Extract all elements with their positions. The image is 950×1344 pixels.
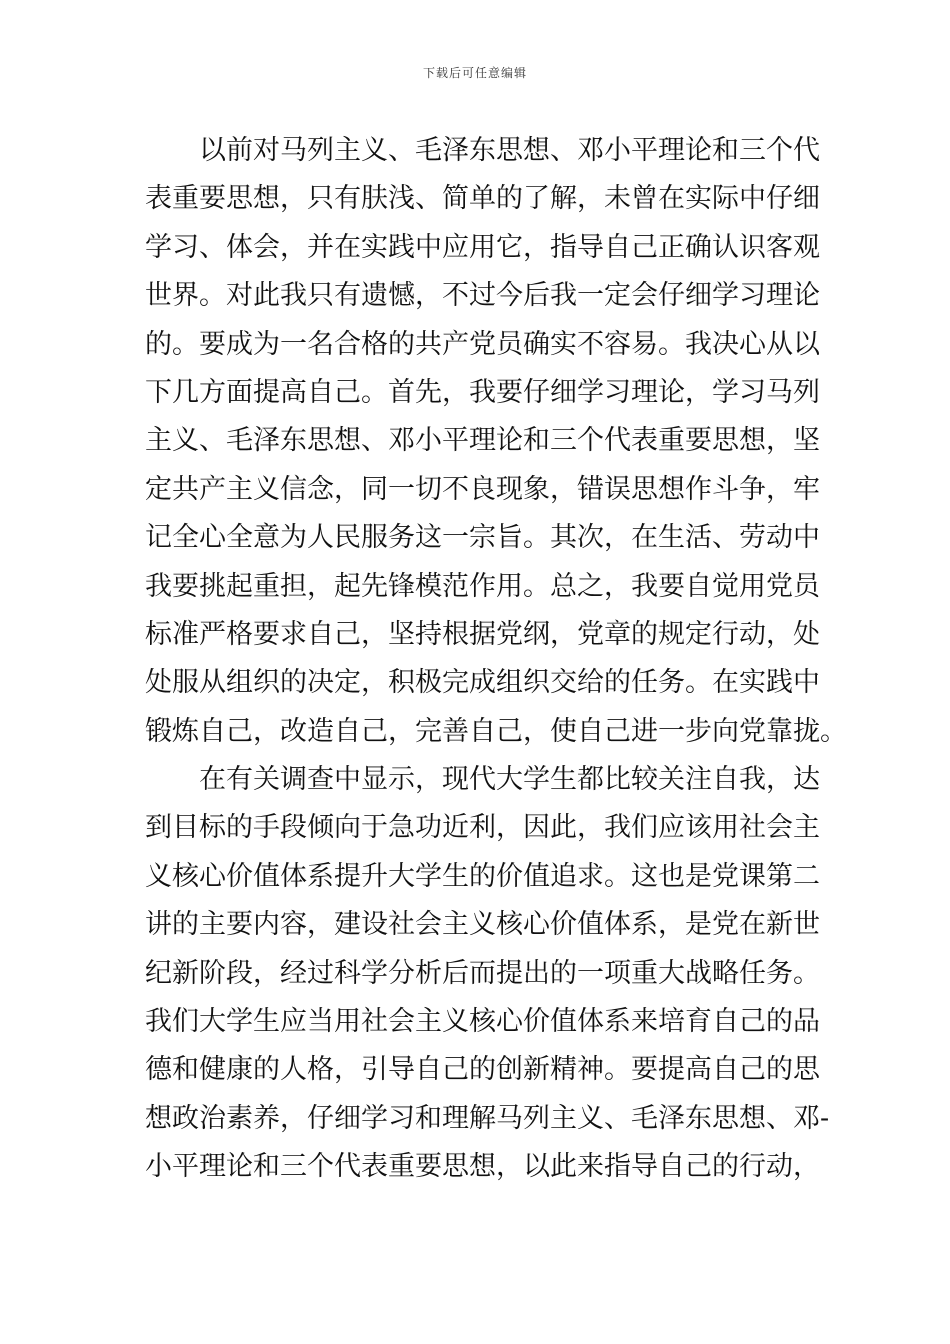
paragraph-2 — [145, 756, 830, 1192]
text-line: 我们大学生应当用社会主义核心价值体系来培育自己的品 — [145, 1006, 820, 1038]
text-line: 义核心价值体系提升大学生的价值追求。这也是党课第二 — [145, 860, 820, 892]
text-line: 标准严格要求自己，坚持根据党纲，党章的规定行动，处 — [145, 618, 820, 650]
text-line: 德和健康的人格，引导自己的创新精神。要提高自己的思 — [145, 1054, 820, 1086]
text-line: 定共产主义信念，同一切不良现象，错误思想作斗争，牢 — [145, 473, 820, 505]
text-line: 小平理论和三个代表重要思想，以此来指导自己的行动， — [145, 1151, 820, 1183]
text-line: 下几方面提高自己。首先，我要仔细学习理论，学习马列 — [145, 376, 820, 408]
text-line: 学习、体会，并在实践中应用它，指导自己正确认识客观 — [145, 231, 820, 263]
text-line: 在有关调查中显示，现代大学生都比较关注自我，达 — [199, 764, 820, 796]
text-line: 记全心全意为人民服务这一宗旨。其次，在生活、劳动中 — [145, 522, 820, 554]
text-line: 处服从组织的决定，积极完成组织交给的任务。在实践中 — [145, 667, 820, 699]
text-line: 纪新阶段，经过科学分析后而提出的一项重大战略任务。 — [145, 957, 820, 989]
text-line: 世界。对此我只有遗憾，不过今后我一定会仔细学习理论 — [145, 280, 820, 312]
page-header: 下载后可任意编辑 — [422, 66, 527, 80]
text-line: 想政治素养，仔细学习和理解马列主义、毛泽东思想、邓- — [145, 1102, 830, 1134]
text-line: 我要挑起重担，起先锋模范作用。总之，我要自觉用党员 — [145, 570, 820, 602]
text-line: 的。要成为一名合格的共产党员确实不容易。我决心从以 — [145, 328, 820, 360]
text-line: 主义、毛泽东思想、邓小平理论和三个代表重要思想，坚 — [145, 425, 820, 457]
text-line: 锻炼自己，改造自己，完善自己，使自己进一步向党靠拢。 — [145, 715, 847, 747]
text-line: 以前对马列主义、毛泽东思想、邓小平理论和三个代 — [199, 135, 820, 166]
document-body — [145, 127, 847, 1192]
paragraph-1 — [145, 127, 847, 756]
text-line: 表重要思想，只有肤浅、简单的了解，未曾在实际中仔细 — [145, 183, 820, 215]
text-line: 讲的主要内容，建设社会主义核心价值体系，是党在新世 — [145, 909, 820, 941]
text-line: 到目标的手段倾向于急功近利，因此，我们应该用社会主 — [145, 812, 820, 844]
